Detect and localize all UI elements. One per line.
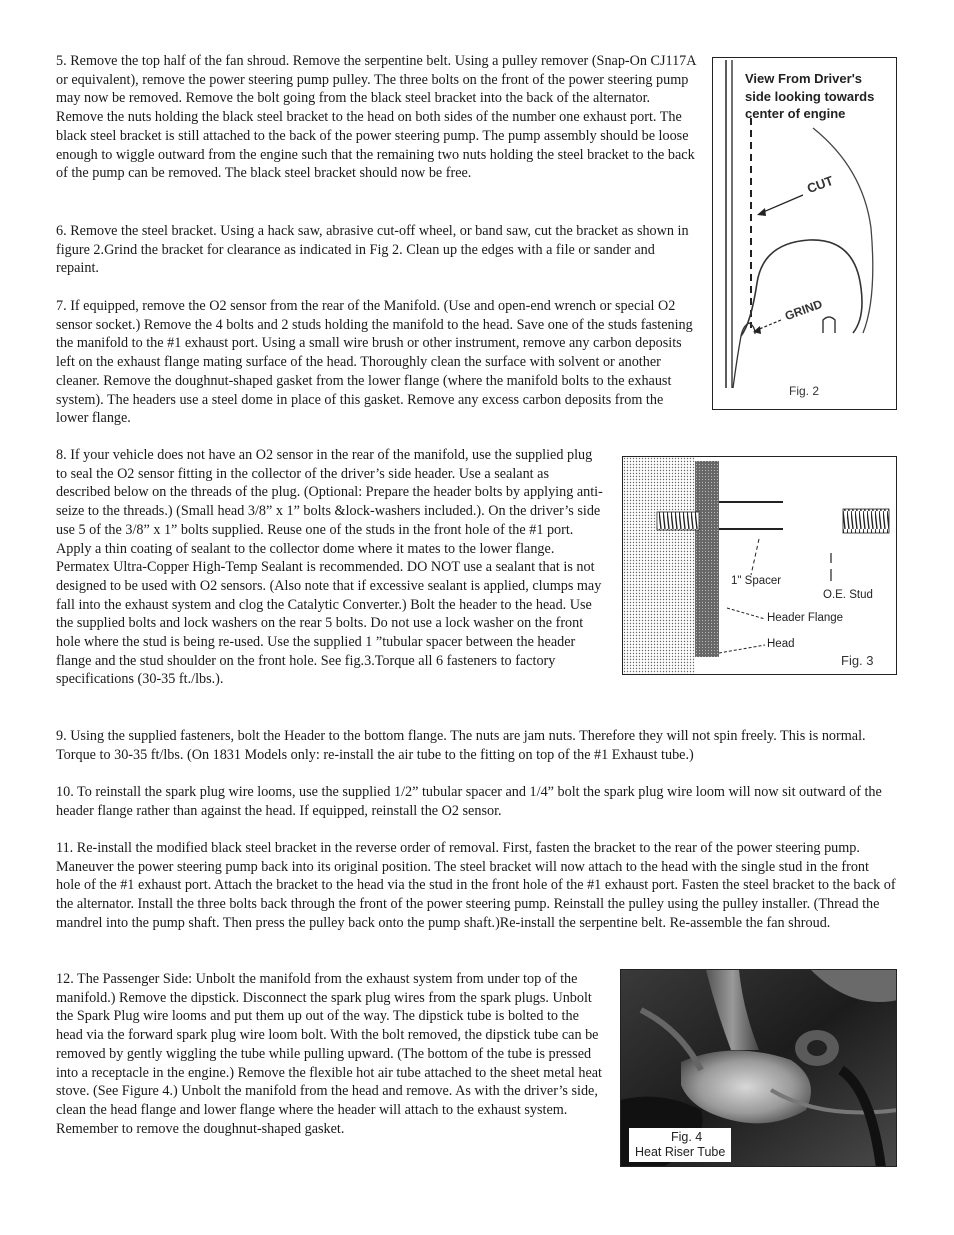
paragraph-step-10: 10. To reinstall the spark plug wire looms, use the supplied 1/2” tubular spacer and 1/4” bolt the spark plug wire loom will now sit outward of the header flange rather than against the head. If equipped, reinstall the O2 sensor. bbox=[56, 784, 882, 819]
view-description-line: center of engine bbox=[745, 106, 846, 121]
oe-stud-label: O.E. Stud bbox=[823, 589, 873, 601]
stud-spacer-drawing bbox=[623, 457, 897, 675]
figure-3-stud-spacer-diagram bbox=[622, 456, 897, 675]
figure-4-caption bbox=[629, 1128, 731, 1162]
figure-4-heat-riser-photo bbox=[620, 969, 897, 1167]
paragraph-step-9: 9. Using the supplied fasteners, bolt the Header to the bottom flange. The nuts are jam nuts. Therefore they will not spin freely. This is normal. Torque to 30-35 ft/lbs. (On 1831 Models only: re-install the air tube to the fitting on top of the #1 Exhaust tube.) bbox=[56, 728, 866, 763]
figure-4-caption-line: Heat Riser Tube bbox=[635, 1145, 726, 1159]
view-description-line: side looking towards bbox=[745, 88, 875, 104]
paragraph-step-8: 8. If your vehicle does not have an O2 sensor in the rear of the manifold, use the supplied plug to seal the O2 sensor fitting in the collector of the driver’s side header. Use a sealant as described below on the threads of the plug. (Optional: Prepare the header bolts by applying anti-seize to the threads.) (Small head 3/8” x 1” bolts &lock-washers included.). On the driver’s side use 5 of the 3/8” x 1” bolts supplied. Reuse one of the studs in the front hole of the #1 port. Apply a thin coating of sealant to the collector dome where it mates to the lower flange. Permatex Ultra-Copper High-Temp Sealant is recommended. DO NOT use a sealant that is not designed to be used with O2 sensors. (Also note that if excessive sealant is applied, clumps may fall into the exhaust system and clog the Catalytic Converter.) Bolt the header to the head. Use the supplied bolts and lock washers on the rear 5 bolts. Do not use a lock washer on the front hole where the stud is being re-used. Use the supplied 1 ”tubular spacer between the header flange and the stud shoulder on the front hole. See fig.3.Torque all 6 fasteners to factory specifications (30-35 ft./lbs.). bbox=[56, 447, 603, 688]
figure-3-caption: Fig. 3 bbox=[841, 653, 874, 668]
paragraph-step-5: 5. Remove the top half of the fan shroud. Remove the serpentine belt. Using a pulley remover (Snap-On CJ117A or equivalent), remove the power steering pump pulley. The three bolts on the front of the power steering pump may now be removed. Remove the bolt going from the black steel bracket into the back of the alternator. Remove the nuts holding the black steel bracket to the head on both sides of the number one exhaust port. The black steel bracket is still attached to the back of the power steering pump. The pump assembly should be loose enough to wiggle outward from the engine such that the remaining two nuts holding the steel bracket to the back of the pump can be removed. The black steel bracket should now be free. bbox=[56, 53, 696, 182]
view-description-line: View From Driver's bbox=[745, 71, 863, 86]
paragraph-step-6: 6. Remove the steel bracket. Using a hack saw, abrasive cut-off wheel, or band saw, cut the bracket as shown in figure 2.Grind the bracket for clearance as indicated in Fig 2. Clean up the edges with a file or sander and repaint. bbox=[56, 223, 689, 277]
spacer-label: 1" Spacer bbox=[731, 575, 782, 587]
head-label: Head bbox=[767, 638, 795, 650]
paragraph-step-11: 11. Re-install the modified black steel bracket in the reverse order of removal. First, fasten the bracket to the rear of the power steering pump. Maneuver the power steering pump back into its original position. The steel bracket will now attach to the head with the single stud in the front hole of the #1 exhaust port. Attach the bracket to the head via the stud in the front hole of the #1 exhaust port. Fasten the steel bracket to the back of the alternator. Install the three bolts back through the front of the power steering pump. Reinstall the pulley using the pulley installer. (Thread the mandrel into the pump shaft. Then press the pulley back onto the pump shaft.)Re-install the serpentine belt. Re-assemble the fan shroud. bbox=[56, 840, 896, 931]
paragraph-step-7: 7. If equipped, remove the O2 sensor from the rear of the Manifold. (Use and open-end wrench or special O2 sensor socket.) Remove the 4 bolts and 2 studs holding the manifold to the head. Save one of the studs fastening the manifold to the #1 exhaust port. Using a small wire brush or other instrument, remove any carbon deposits left on the exhaust flange mating surface of the head. Thoroughly clean the surface with solvent or another cleaner. Remove the doughnut-shaped gasket from the lower flange (where the manifold bolts to the exhaust system). The headers use a steel dome in place of this gasket. Remove any excess carbon deposits from the lower flange. bbox=[56, 298, 693, 427]
grind-label: GRIND bbox=[783, 296, 825, 324]
cut-label: CUT bbox=[805, 172, 836, 197]
figure-4-caption-line: Fig. 4 bbox=[671, 1130, 703, 1144]
header-flange-label: Header Flange bbox=[767, 612, 844, 624]
figure-2-view-description bbox=[745, 70, 897, 123]
figure-2-bracket-diagram bbox=[712, 57, 897, 410]
figure-2-caption: Fig. 2 bbox=[789, 384, 820, 398]
paragraph-step-12: 12. The Passenger Side: Unbolt the manifold from the exhaust system from under top of the manifold.) Remove the dipstick. Disconnect the spark plug wires from the spark plugs. Unbolt the Spark Plug wire looms and put them up out of the way. The dipstick tube is bolted to the head via the forward spark plug wire loom bolt. With the bolt removed, the dipstick tube can be removed by gently wiggling the tube while pulling upward. (The bottom of the tube is pressed into a receptacle in the engine.) Remove the flexible hot air tube attached to the sheet metal heat stove. (See Figure 4.) Unbolt the manifold from the head and remove. As with the driver’s side, clean the head flange and lower flange where the header will attach to the exhaust system. Remember to remove the doughnut-shaped gasket. bbox=[56, 971, 602, 1137]
